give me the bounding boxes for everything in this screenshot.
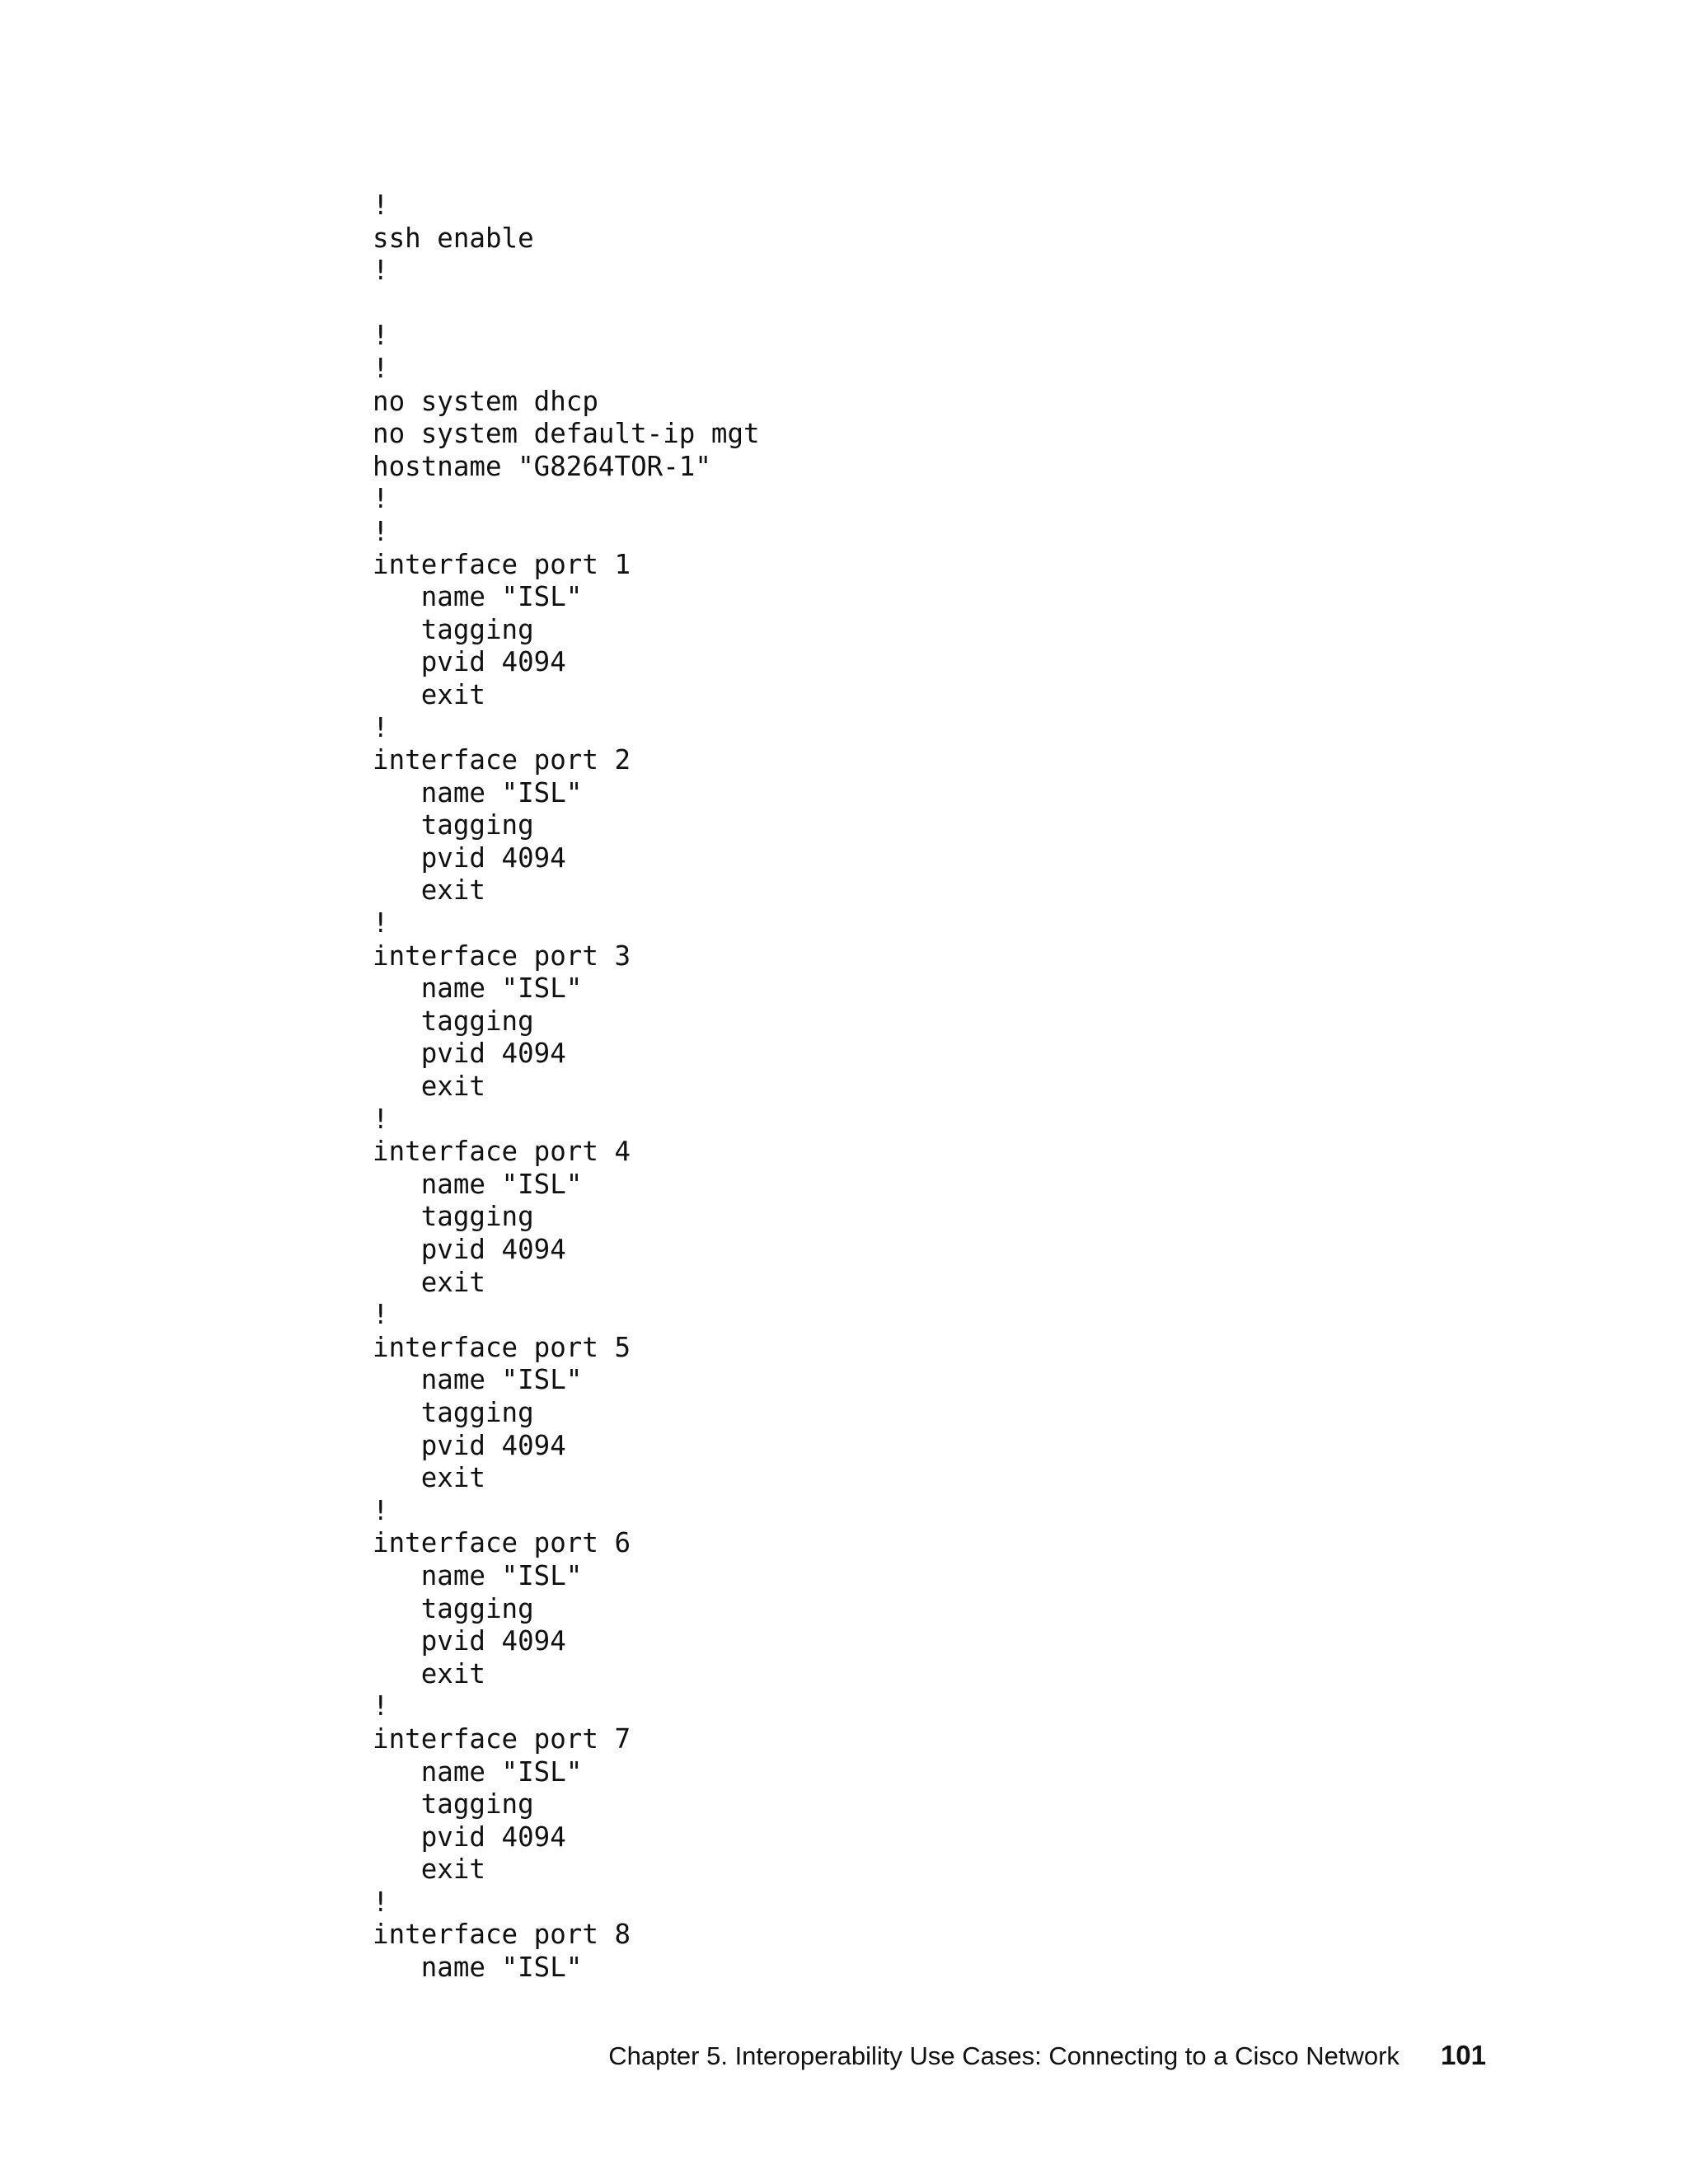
code-line: exit	[373, 1462, 485, 1494]
code-line: interface port 3	[373, 940, 631, 972]
code-line: name "ISL"	[373, 1168, 583, 1200]
code-line: !	[373, 1494, 389, 1526]
code-line: !	[373, 1886, 389, 1918]
code-line: name "ISL"	[373, 776, 583, 808]
code-line: !	[373, 1103, 389, 1135]
code-line: no system dhcp	[373, 385, 598, 417]
code-line: interface port 4	[373, 1136, 631, 1168]
code-line: no system default-ip mgt	[373, 418, 760, 450]
code-line: interface port 2	[373, 744, 631, 776]
code-line: tagging	[373, 1592, 534, 1624]
code-line: pvid 4094	[373, 646, 566, 678]
code-line: exit	[373, 1266, 485, 1298]
code-line: pvid 4094	[373, 1038, 566, 1070]
code-line: exit	[373, 1854, 485, 1886]
code-line: !	[373, 711, 389, 743]
code-line: !	[373, 483, 389, 515]
code-line: tagging	[373, 1396, 534, 1428]
code-line: exit	[373, 1657, 485, 1690]
code-line: !	[373, 255, 389, 287]
page-number: 101	[1440, 2040, 1486, 2070]
code-listing	[373, 190, 760, 1985]
code-line: exit	[373, 678, 485, 710]
code-line: interface port 7	[373, 1722, 631, 1755]
code-line: name "ISL"	[373, 972, 583, 1005]
footer-chapter-title: Chapter 5. Interoperability Use Cases: Connecting to a Cisco Network	[608, 2041, 1400, 2070]
code-line: interface port 5	[373, 1331, 631, 1363]
code-line: !	[373, 515, 389, 547]
code-line	[373, 288, 760, 321]
code-line: interface port 8	[373, 1919, 631, 1951]
code-line: exit	[373, 1071, 485, 1103]
code-line: tagging	[373, 613, 534, 645]
code-line: interface port 6	[373, 1527, 631, 1559]
code-line: !	[373, 1299, 389, 1331]
code-line: !	[373, 352, 389, 384]
code-line: name "ISL"	[373, 1364, 583, 1396]
code-line: name "ISL"	[373, 1559, 583, 1591]
code-line: pvid 4094	[373, 1429, 566, 1461]
code-line: !	[373, 907, 389, 940]
code-line: pvid 4094	[373, 1821, 566, 1853]
code-line: pvid 4094	[373, 1625, 566, 1657]
code-line: tagging	[373, 1005, 534, 1037]
code-line: name "ISL"	[373, 1755, 583, 1788]
code-line: tagging	[373, 809, 534, 841]
code-line: exit	[373, 874, 485, 907]
page-footer	[608, 2040, 1486, 2071]
code-line: interface port 1	[373, 548, 631, 580]
code-line: !	[373, 190, 389, 221]
code-line: !	[373, 320, 389, 352]
code-line: !	[373, 1690, 389, 1722]
code-line: tagging	[373, 1201, 534, 1233]
code-line: hostname "G8264TOR-1"	[373, 450, 711, 482]
code-line: name "ISL"	[373, 1952, 583, 1984]
code-line: pvid 4094	[373, 841, 566, 874]
code-line: ssh enable	[373, 222, 534, 254]
code-line: pvid 4094	[373, 1234, 566, 1265]
code-line: tagging	[373, 1788, 534, 1821]
code-line: name "ISL"	[373, 581, 583, 613]
